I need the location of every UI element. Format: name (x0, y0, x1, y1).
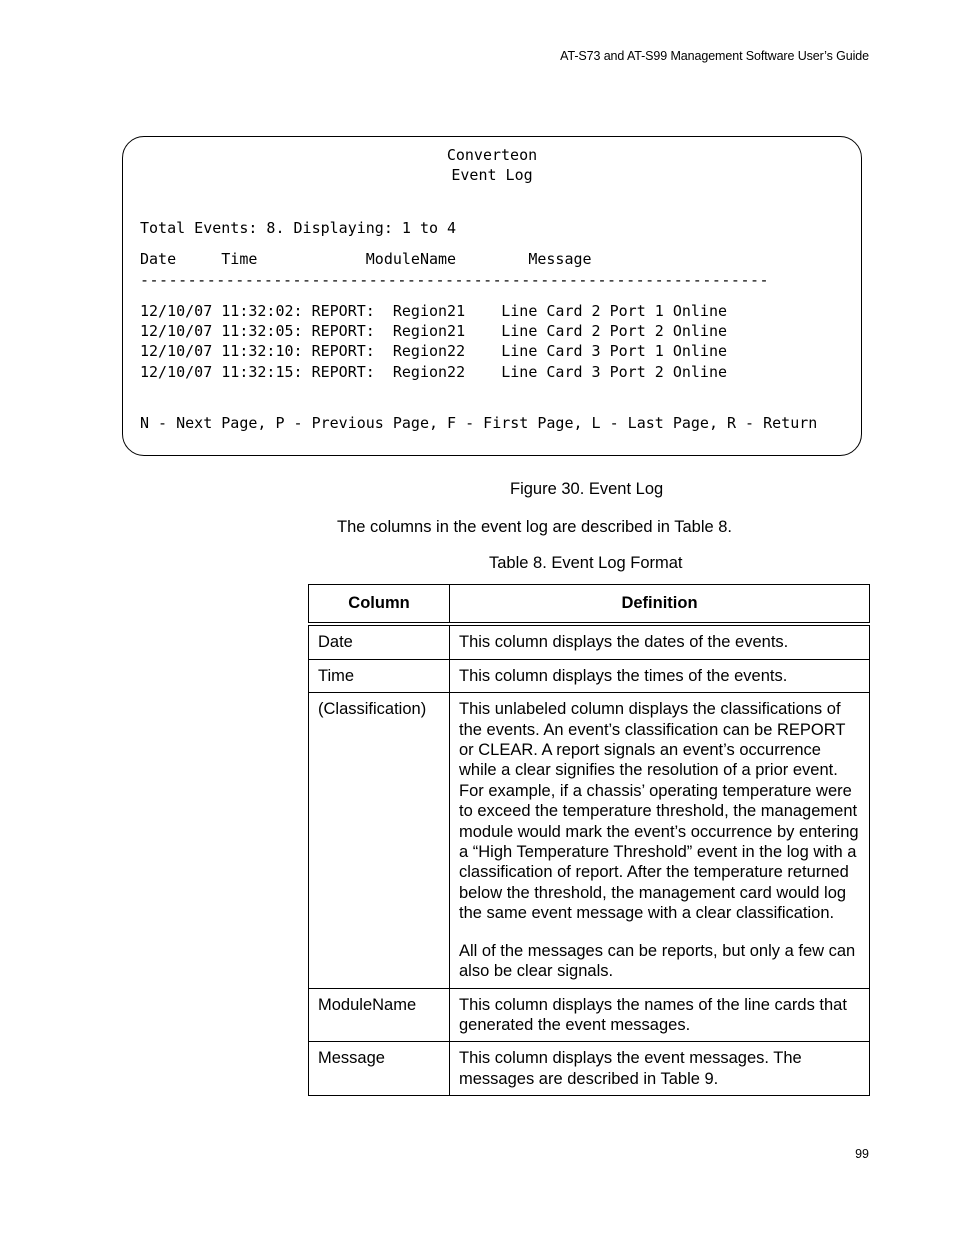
definition-cell (450, 659, 870, 692)
definition-cell (450, 1042, 870, 1096)
table-row (309, 988, 870, 1042)
definition-cell (450, 624, 870, 659)
column-name-cell: Message (309, 1042, 450, 1096)
running-header: AT-S73 and AT-S99 Management Software User’s Guide (560, 49, 869, 63)
table-caption: Table 8. Event Log Format (489, 554, 683, 572)
definition-text: This column displays the dates of the events. (459, 633, 789, 652)
event-log-screen (122, 136, 862, 456)
table-row (309, 624, 870, 659)
column-headings-line: Date Time ModuleName Message (140, 250, 592, 268)
figure-caption: Figure 30. Event Log (510, 480, 664, 498)
column-header: Column (309, 585, 450, 625)
event-row: 12/10/07 11:32:02: REPORT: Region21 Line Card 2 Port 1 Online (140, 302, 727, 320)
table-row (309, 1042, 870, 1096)
definition-text: This unlabeled column displays the classifications of the events. An event’s classification can be REPORT or CLEAR. A report signals an event’s occurrence while a clear signifies the resolution of a prior event. For example, if a chassis’ operating temperature were to exceed the temperature threshold, the management module would mark the event’s occurrence by entering a “High Temperature Threshold” event in the log with a classification of report. After the temperature returned below the threshold, the management card would log the same event message with a clear classification. (459, 700, 859, 923)
screen-title: Converteon (446, 146, 538, 164)
column-name-cell: ModuleName (309, 988, 450, 1042)
screen-subtitle: Event Log (451, 166, 533, 184)
definition-text: This column displays the times of the events. (459, 666, 788, 685)
table-row (309, 659, 870, 692)
event-row: 12/10/07 11:32:15: REPORT: Region22 Line Card 3 Port 2 Online (140, 363, 727, 381)
total-events-line: Total Events: 8. Displaying: 1 to 4 (140, 219, 457, 237)
column-name-cell: Date (309, 624, 450, 659)
definition-text: This column displays the names of the line cards that generated the event messages. (459, 995, 847, 1034)
definition-text: This column displays the event messages. The messages are described in Table 9. (459, 1049, 802, 1088)
event-log-format-table (308, 584, 870, 1096)
page-number: 99 (855, 1147, 869, 1161)
column-name-cell: Time (309, 659, 450, 692)
table-row (309, 693, 870, 988)
definition-header: Definition (450, 585, 870, 625)
table-header-row (309, 585, 870, 625)
event-row: 12/10/07 11:32:10: REPORT: Region22 Line Card 3 Port 1 Online (140, 342, 727, 360)
definition-cell (450, 988, 870, 1042)
intro-paragraph: The columns in the event log are described in Table 8. (337, 518, 733, 536)
navigation-line: N - Next Page, P - Previous Page, F - First Page, L - Last Page, R - Return (140, 414, 818, 432)
column-name-cell: (Classification) (309, 693, 450, 988)
event-row: 12/10/07 11:32:05: REPORT: Region21 Line Card 2 Port 2 Online (140, 322, 727, 340)
separator-line: ------------------------------------------------------------------ (140, 271, 770, 289)
definition-text: All of the messages can be reports, but only a few can also be clear signals. (459, 941, 856, 981)
definition-cell (450, 693, 870, 988)
